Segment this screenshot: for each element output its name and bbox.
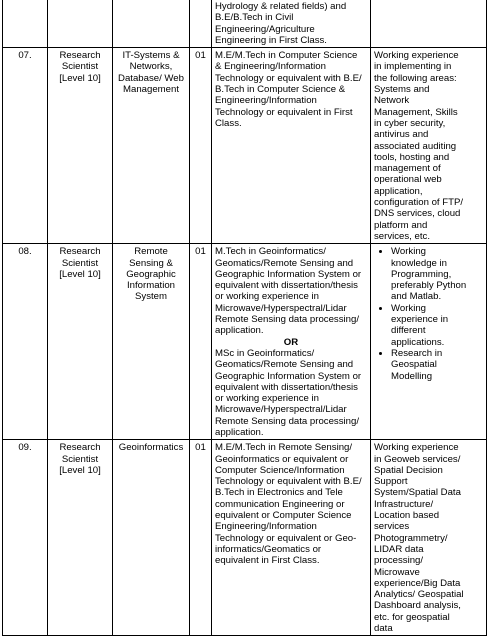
text-line: B.E/B.Tech in Civil bbox=[215, 12, 294, 24]
text-line: knowledge in bbox=[391, 257, 448, 269]
sl-no-cell bbox=[3, 48, 48, 244]
text-line: Geographic Information System or bbox=[215, 370, 362, 382]
text-line: platform and bbox=[374, 219, 428, 231]
desirable-cell bbox=[371, 440, 487, 636]
text-line: Location based bbox=[374, 510, 440, 522]
text-line: M.E/M.Tech in Computer Science bbox=[215, 50, 358, 62]
text-line: MSc in Geoinformatics/ bbox=[215, 347, 315, 359]
qualification-cell bbox=[212, 244, 371, 440]
text-line: System bbox=[135, 291, 167, 303]
area-cell bbox=[113, 244, 190, 440]
sl-no-cell bbox=[3, 440, 48, 636]
table-row bbox=[3, 244, 487, 440]
table-row bbox=[3, 440, 487, 636]
area-cell bbox=[113, 0, 190, 48]
text-line: application, bbox=[374, 185, 423, 197]
no-of-posts-cell bbox=[190, 440, 212, 636]
no-of-posts: 01 bbox=[195, 50, 206, 62]
text-line: [Level 10] bbox=[59, 72, 101, 84]
text-line: Modelling bbox=[391, 370, 433, 382]
no-of-posts-cell bbox=[190, 0, 212, 48]
text-line: Computer Science/Information bbox=[215, 464, 345, 476]
text-line: Engineering in First Class. bbox=[215, 34, 327, 46]
text-line: Engineering/Information bbox=[215, 95, 317, 107]
table-row bbox=[3, 0, 487, 48]
list-item bbox=[391, 303, 483, 348]
text-line: Scientist bbox=[61, 453, 99, 465]
area-cell bbox=[113, 440, 190, 636]
list-item bbox=[391, 246, 483, 302]
text-line: • Working bbox=[391, 246, 427, 258]
text-line: processing/ bbox=[374, 555, 424, 567]
text-line: B.Tech in Electronics and Tele bbox=[215, 487, 343, 499]
text-line: services, etc. bbox=[374, 230, 430, 242]
text-line: etc. for geospatial bbox=[374, 611, 450, 623]
text-line: System/Spatial Data bbox=[374, 487, 461, 499]
text-line: Support bbox=[374, 476, 408, 488]
text-line: [Level 10] bbox=[59, 268, 101, 280]
text-line: Hydrology & related fields) and bbox=[215, 1, 347, 12]
sl-no-cell bbox=[3, 244, 48, 440]
text-line: Scientist bbox=[61, 257, 99, 269]
text-line: Research bbox=[59, 50, 101, 62]
text-line: Remote Sensing data processing/ bbox=[215, 314, 359, 326]
text-line: Database/ Web bbox=[118, 72, 184, 84]
text-line: data bbox=[374, 623, 393, 635]
table-row bbox=[3, 48, 487, 244]
text-line: Engineering/Agriculture bbox=[215, 23, 315, 35]
text-line: Scientist bbox=[61, 61, 99, 73]
text-line: • Research in bbox=[391, 347, 443, 359]
text-line: Systems and bbox=[374, 84, 430, 96]
text-line: Class. bbox=[215, 117, 242, 129]
area-cell bbox=[113, 48, 190, 244]
text-line: Infrastructure/ bbox=[374, 498, 434, 510]
text-line: Dashboard analysis, bbox=[374, 600, 461, 612]
text-line: Network bbox=[374, 95, 410, 107]
text-line: antivirus and bbox=[374, 129, 429, 141]
text-line: operational web bbox=[374, 174, 442, 186]
sl-no: 09. bbox=[18, 442, 32, 454]
post-cell bbox=[48, 244, 113, 440]
post-cell bbox=[48, 440, 113, 636]
text-line: Engineering/Information bbox=[215, 521, 317, 533]
qualification-cell bbox=[212, 440, 371, 636]
recruitment-table bbox=[2, 0, 487, 636]
text-line: B.Tech in Computer Science & bbox=[215, 84, 346, 96]
text-line: Microwave bbox=[374, 566, 420, 578]
text-line: or working experience in bbox=[215, 393, 319, 405]
text-line: Geomatics/Remote Sensing and bbox=[215, 359, 354, 371]
text-line: management of bbox=[374, 163, 441, 175]
text-line: equivalent or Computer Science bbox=[215, 510, 352, 522]
no-of-posts: 01 bbox=[195, 246, 206, 258]
desirable-cell bbox=[371, 48, 487, 244]
text-line: preferably Python bbox=[391, 280, 467, 292]
text-line: M.Tech in Geoinformatics/ bbox=[215, 246, 326, 258]
text-line: Networks, bbox=[129, 61, 173, 73]
sl-no-cell bbox=[3, 0, 48, 48]
text-line: Geomatics/Remote Sensing and bbox=[215, 257, 354, 269]
post-cell bbox=[48, 0, 113, 48]
text-line: Geographic Information System or bbox=[215, 268, 362, 280]
no-of-posts-cell bbox=[190, 244, 212, 440]
text-line: configuration of FTP/ bbox=[374, 197, 464, 209]
text-line: Microwave/Hyperspectral/Lidar bbox=[215, 302, 347, 314]
text-line: equivalent in First Class. bbox=[215, 555, 320, 567]
text-line: Working experience bbox=[374, 50, 459, 62]
text-line: in Geoweb services/ bbox=[374, 453, 461, 465]
text-line: applications. bbox=[391, 336, 445, 348]
text-line: Geographic bbox=[126, 268, 176, 280]
text-line: Management bbox=[123, 84, 179, 96]
text-line: Geoinformatics bbox=[118, 442, 184, 454]
text-line: associated auditing bbox=[374, 140, 457, 152]
text-line: in implementing in bbox=[374, 61, 452, 73]
text-line: Management, Skills bbox=[374, 106, 458, 118]
text-line: Photogrammetry/ bbox=[374, 532, 448, 544]
qualification-cell bbox=[212, 48, 371, 244]
text-line: in cyber security, bbox=[374, 117, 446, 129]
text-line: and Matlab. bbox=[391, 291, 442, 303]
desirable-cell bbox=[371, 244, 487, 440]
text-line: Research bbox=[59, 246, 101, 258]
text-line: Research bbox=[59, 442, 101, 454]
desirable-list bbox=[374, 246, 483, 382]
text-line: DNS services, cloud bbox=[374, 208, 461, 220]
text-line: communication Engineering or bbox=[215, 498, 345, 510]
text-line: services bbox=[374, 521, 410, 533]
text-line: IT-Systems & bbox=[122, 50, 180, 62]
list-item bbox=[391, 348, 483, 382]
text-line: or working experience in bbox=[215, 291, 319, 303]
text-line: Analytics/ Geospatial bbox=[374, 589, 464, 601]
text-line: Technology or equivalent with B.E/ bbox=[215, 476, 362, 488]
text-line: Programming, bbox=[391, 268, 452, 280]
text-line: Technology or equivalent or Geo- bbox=[215, 532, 357, 544]
no-of-posts-cell bbox=[190, 48, 212, 244]
text-line: experience/Big Data bbox=[374, 577, 461, 589]
text-line: Working experience bbox=[374, 442, 459, 454]
qualification-cell bbox=[212, 0, 371, 48]
sl-no: 07. bbox=[18, 50, 32, 62]
no-of-posts: 01 bbox=[195, 442, 206, 454]
text-line: application. bbox=[215, 325, 264, 337]
text-line: equivalent with dissertation/thesis bbox=[215, 381, 358, 393]
text-line: Spatial Decision bbox=[374, 464, 443, 476]
text-line: Remote Sensing data processing/ bbox=[215, 415, 359, 427]
text-line: • Working bbox=[391, 302, 427, 314]
text-line: Microwave/Hyperspectral/Lidar bbox=[215, 404, 347, 416]
text-line: & Engineering/Information bbox=[215, 61, 326, 73]
text-line: Geoinformatics or equivalent or bbox=[215, 453, 349, 465]
text-line: Technology or equivalent in First bbox=[215, 106, 353, 118]
or-separator: OR bbox=[283, 336, 299, 348]
text-line: tools, hosting and bbox=[374, 151, 450, 163]
text-line: different bbox=[391, 325, 426, 337]
text-line: application. bbox=[215, 426, 264, 438]
text-line: Remote bbox=[134, 246, 168, 258]
text-line: LIDAR data bbox=[374, 543, 424, 555]
text-line: M.E/M.Tech in Remote Sensing/ bbox=[215, 442, 353, 454]
post-cell bbox=[48, 48, 113, 244]
text-line: equivalent with dissertation/thesis bbox=[215, 280, 358, 292]
text-line: informatics/Geomatics or bbox=[215, 543, 322, 555]
text-line: Information bbox=[127, 280, 175, 292]
text-line: Geospatial bbox=[391, 359, 437, 371]
text-line: Technology or equivalent with B.E/ bbox=[215, 72, 362, 84]
text-line: experience in bbox=[391, 314, 449, 326]
text-line: [Level 10] bbox=[59, 464, 101, 476]
desirable-cell bbox=[371, 0, 487, 48]
text-line: the following areas: bbox=[374, 72, 457, 84]
text-line: Sensing & bbox=[129, 257, 173, 269]
sl-no: 08. bbox=[18, 246, 32, 258]
